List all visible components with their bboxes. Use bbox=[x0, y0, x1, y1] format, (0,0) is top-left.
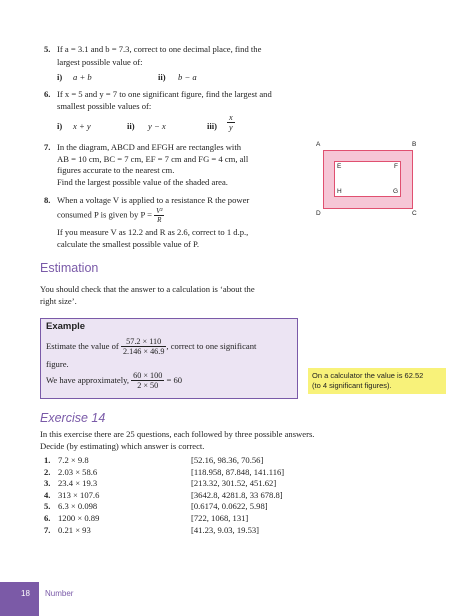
vertex-label-a: A bbox=[316, 141, 321, 148]
example-box bbox=[40, 318, 298, 399]
question-6-text: If x = 5 and y = 7 to one significant figure, find the largest and bbox=[57, 89, 272, 99]
exercise-table bbox=[44, 455, 284, 536]
question-8-line1: When a voltage V is applied to a resistance R the power bbox=[57, 195, 250, 205]
question-6-number: 6. bbox=[44, 89, 51, 99]
row-calculation: 7.2 × 9.8 bbox=[58, 455, 89, 465]
question-7-line: figures accurate to the nearest cm. bbox=[57, 165, 175, 175]
table-row bbox=[44, 501, 284, 513]
question-5-number: 5. bbox=[44, 44, 51, 54]
vertex-label-e: E bbox=[337, 163, 342, 170]
question-6-part-i: i) bbox=[57, 121, 63, 131]
row-number: 7. bbox=[44, 524, 51, 535]
rectangle-efgh bbox=[334, 161, 401, 197]
section-name: Number bbox=[45, 589, 74, 598]
question-8-line3: If you measure V as 12.2 and R as 2.6, correct to 1 d.p., bbox=[57, 227, 249, 237]
question-5-part-i: i) bbox=[57, 72, 63, 82]
row-answers: [213.32, 301.52, 451.62] bbox=[191, 478, 277, 489]
question-7-line: In the diagram, ABCD and EFGH are rectangles with bbox=[57, 142, 242, 152]
row-calculation: 0.21 × 93 bbox=[58, 524, 91, 535]
estimation-heading: Estimation bbox=[40, 261, 99, 275]
row-number: 5. bbox=[44, 501, 51, 512]
question-5-part-i-expr: a + b bbox=[73, 72, 92, 82]
estimation-line1: You should check that the answer to a calculation is ‘about the bbox=[40, 284, 255, 294]
row-number: 1. bbox=[44, 455, 51, 465]
question-7-line: AB = 10 cm, BC = 7 cm, EF = 7 cm and FG = 4 cm, all bbox=[57, 153, 249, 164]
calculator-note-line1: On a calculator the value is 62.52 bbox=[312, 371, 424, 380]
question-6-part-ii-expr: y − x bbox=[148, 121, 166, 131]
row-answers: [52.16, 98.36, 70.56] bbox=[191, 455, 264, 465]
row-calculation: 23.4 × 19.3 bbox=[58, 478, 98, 489]
question-6-part-ii: ii) bbox=[127, 121, 135, 131]
vertex-label-h: H bbox=[337, 188, 342, 195]
example-line3: We have approximately, $\frac{60 \times 100}{2 \times 50}$ = 60 bbox=[46, 371, 183, 391]
calculator-note bbox=[308, 368, 446, 394]
exercise-list bbox=[44, 455, 284, 536]
table-row bbox=[44, 513, 284, 525]
table-row bbox=[44, 490, 284, 502]
question-7-text bbox=[57, 142, 248, 188]
vertex-label-g: G bbox=[392, 188, 398, 195]
row-answers: [0.6174, 0.0622, 5.98] bbox=[191, 501, 268, 512]
row-calculation: 313 × 107.6 bbox=[58, 489, 100, 500]
row-calculation: 1200 × 0.89 bbox=[58, 512, 100, 523]
question-6-part-iii-fraction: $\frac{x}{y}$ bbox=[229, 113, 233, 133]
question-5-part-ii-expr: b − a bbox=[178, 72, 197, 82]
row-answers: [118.958, 87.848, 141.116] bbox=[191, 466, 285, 477]
example-title: Example bbox=[46, 321, 86, 332]
exercise-intro1: In this exercise there are 25 questions, each followed by three possible answers. bbox=[40, 429, 315, 439]
row-answers: [3642.8, 4281.8, 33 678.8] bbox=[191, 489, 283, 500]
question-5-part-ii: ii) bbox=[158, 72, 166, 82]
question-7-line: Find the largest possible value of the shaded area. bbox=[57, 176, 228, 187]
question-7-number: 7. bbox=[44, 142, 51, 152]
row-answers: [722, 1068, 131] bbox=[191, 512, 249, 523]
vertex-label-f: F bbox=[394, 163, 398, 170]
table-row bbox=[44, 467, 284, 479]
example-line2: figure. bbox=[46, 359, 69, 369]
page-number: 18 bbox=[21, 589, 30, 598]
example-line1: Estimate the value of $\frac{57.2 \times 110}{2.146 \times 46.9}$ , correct to one significant bbox=[46, 337, 257, 357]
footer-bar bbox=[0, 582, 39, 616]
row-number: 6. bbox=[44, 512, 51, 523]
question-8-line2: consumed P is given by P = $\frac{\text{V²}}{R}$ bbox=[57, 207, 163, 225]
row-number: 3. bbox=[44, 478, 51, 489]
exercise-intro2: Decide (by estimating) which answer is correct. bbox=[40, 441, 205, 451]
question-6-text2: smallest possible values of: bbox=[57, 101, 152, 111]
table-row bbox=[44, 455, 284, 467]
question-5-text2: largest possible value of: bbox=[57, 57, 143, 67]
row-calculation: 6.3 × 0.098 bbox=[58, 501, 98, 512]
vertex-label-b: B bbox=[412, 141, 417, 148]
calculator-note-line2: (to 4 significant figures). bbox=[312, 381, 392, 391]
question-8-line4: calculate the smallest possible value of P. bbox=[57, 239, 199, 249]
vertex-label-c: C bbox=[412, 210, 417, 217]
table-row bbox=[44, 478, 284, 490]
table-row bbox=[44, 525, 284, 537]
row-number: 4. bbox=[44, 489, 51, 500]
exercise-heading: Exercise 14 bbox=[40, 411, 106, 425]
question-6-part-i-expr: x + y bbox=[73, 121, 91, 131]
vertex-label-d: D bbox=[316, 210, 321, 217]
question-5-text: If a = 3.1 and b = 7.3, correct to one decimal place, find the bbox=[57, 44, 262, 54]
row-calculation: 2.03 × 58.6 bbox=[58, 466, 98, 477]
estimation-line2: right size’. bbox=[40, 296, 77, 306]
row-answers: [41.23, 9.03, 19.53] bbox=[191, 524, 260, 535]
question-8-number: 8. bbox=[44, 195, 51, 205]
rectangles-diagram bbox=[316, 141, 426, 221]
question-6-part-iii: iii) bbox=[207, 121, 218, 131]
row-number: 2. bbox=[44, 466, 51, 477]
